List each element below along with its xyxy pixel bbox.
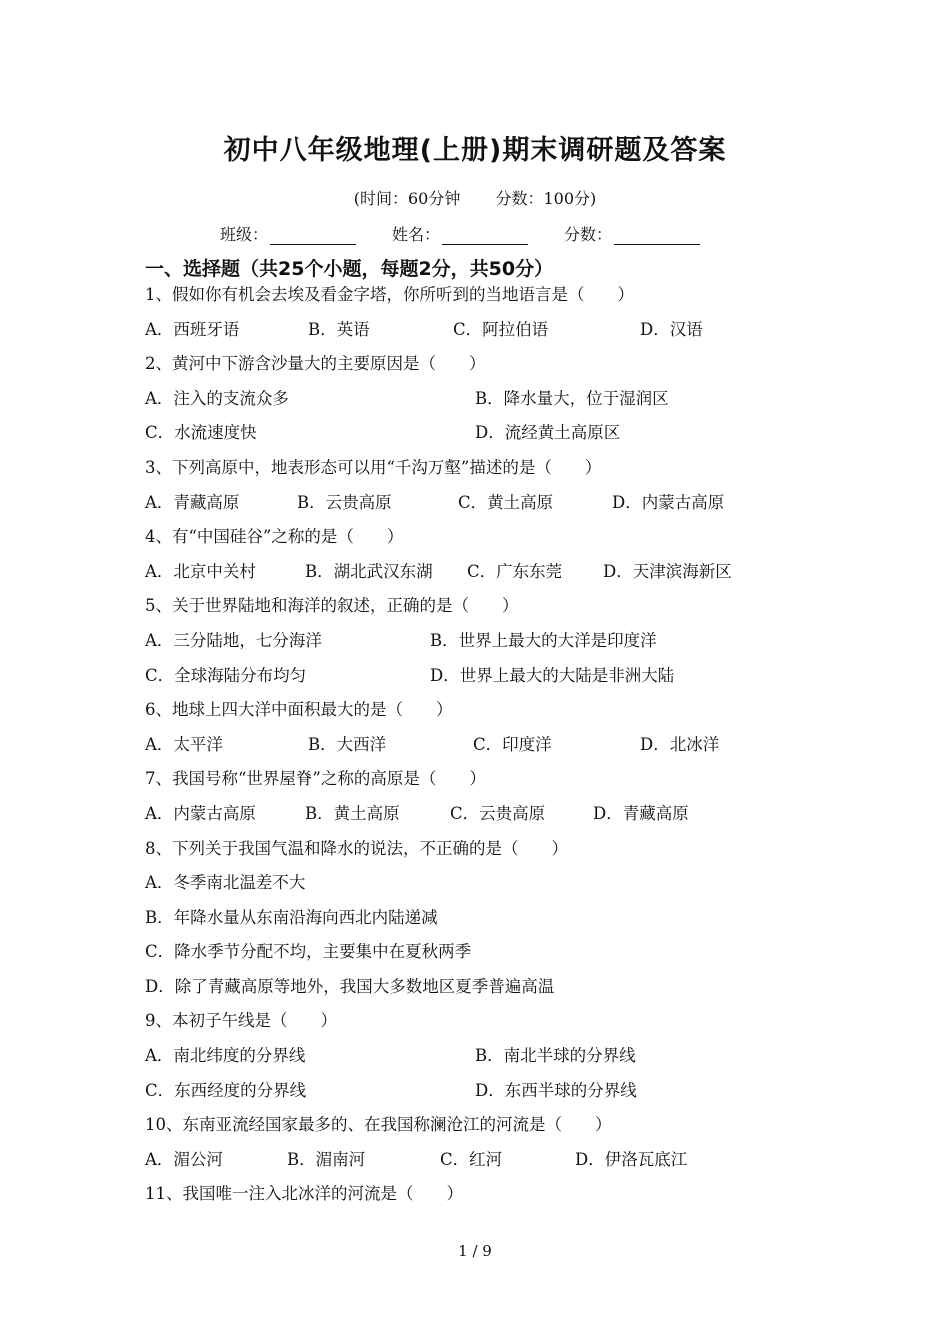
question-stem: 11、我国唯一注入北冰洋的河流是（ ）	[145, 1184, 463, 1204]
option-row	[145, 1143, 825, 1178]
option-row	[145, 935, 825, 970]
option-a: A．南北纬度的分界线	[145, 1046, 306, 1066]
option-a: C．水流速度快	[145, 423, 257, 443]
question-stem: 7、我国号称“世界屋脊”之称的高原是（ ）	[145, 769, 486, 789]
name-blank	[442, 228, 528, 245]
option-c: C．红河	[440, 1149, 503, 1169]
option-row	[145, 313, 825, 348]
page-number: 1 / 9	[458, 1242, 492, 1260]
question-stem: 6、地球上四大洋中面积最大的是（ ）	[145, 700, 453, 720]
option-a: A．三分陆地，七分海洋	[145, 630, 322, 650]
score-field	[564, 222, 700, 245]
question-stem: 10、东南亚流经国家最多的、在我国称澜沧江的河流是（ ）	[145, 1115, 612, 1135]
option-b: B．黄土高原	[305, 803, 400, 823]
option-a: C．降水季节分配不均，主要集中在夏秋两季	[145, 942, 472, 962]
option-d: D．内蒙古高原	[612, 492, 725, 512]
name-label: 姓名：	[392, 225, 441, 244]
option-a: A．湄公河	[145, 1149, 223, 1169]
question-stem: 9、本初子午线是（ ）	[145, 1011, 337, 1031]
option-a: A．冬季南北温差不大	[145, 873, 306, 893]
exam-time: (时间：60分钟	[353, 189, 461, 208]
option-a: A．北京中关村	[145, 561, 256, 581]
option-b: B．降水量大，位于湿润区	[475, 388, 669, 408]
option-d: D．汉语	[640, 319, 703, 339]
option-row	[145, 901, 825, 936]
option-b: B．英语	[308, 319, 370, 339]
option-c: C．阿拉伯语	[453, 319, 549, 339]
option-row	[145, 1039, 825, 1074]
option-b: B．大西洋	[308, 734, 387, 754]
option-row	[145, 624, 825, 659]
question-stem: 2、黄河中下游含沙量大的主要原因是（ ）	[145, 354, 486, 374]
option-b: B．湄南河	[287, 1149, 366, 1169]
option-row	[145, 382, 825, 417]
name-field	[392, 222, 528, 245]
option-row	[145, 970, 825, 1005]
option-row	[145, 555, 825, 590]
class-blank	[270, 228, 356, 245]
option-b: D．东西半球的分界线	[475, 1080, 637, 1100]
document-title: 初中八年级地理(上册)期末调研题及答案	[223, 135, 727, 166]
section-title: 一、选择题（共25个小题，每题2分，共50分）	[145, 258, 554, 280]
option-a: A．太平洋	[145, 734, 223, 754]
question-stem: 8、下列关于我国气温和降水的说法，不正确的是（ ）	[145, 838, 568, 858]
option-row	[145, 797, 825, 832]
option-b: D．流经黄土高原区	[475, 423, 621, 443]
option-c: C．黄土高原	[458, 492, 554, 512]
option-a: B．年降水量从东南沿海向西北内陆递减	[145, 907, 438, 927]
option-b: B．云贵高原	[297, 492, 392, 512]
option-b: B．世界上最大的大洋是印度洋	[430, 630, 657, 650]
question-stem: 4、有“中国硅谷”之称的是（ ）	[145, 527, 404, 547]
score-label: 分数：	[564, 225, 613, 244]
option-b: D．世界上最大的大陆是非洲大陆	[430, 665, 675, 685]
option-a: A．内蒙古高原	[145, 803, 256, 823]
option-row	[145, 1074, 825, 1109]
option-b: B．湖北武汉东湖	[305, 561, 433, 581]
question-stem: 5、关于世界陆地和海洋的叙述，正确的是（ ）	[145, 596, 519, 616]
option-d: D．北冰洋	[640, 734, 720, 754]
option-c: C．云贵高原	[450, 803, 546, 823]
option-d: D．青藏高原	[593, 803, 689, 823]
option-a: D．除了青藏高原等地外，我国大多数地区夏季普遍高温	[145, 976, 555, 996]
class-field	[220, 222, 356, 245]
option-c: C．印度洋	[473, 734, 552, 754]
question-stem: 1、假如你有机会去埃及看金字塔，你所听到的当地语言是（ ）	[145, 285, 634, 304]
option-row	[145, 486, 825, 521]
option-row	[145, 659, 825, 694]
option-a: A．青藏高原	[145, 492, 240, 512]
score-blank	[614, 228, 700, 245]
option-c: C．广东东莞	[467, 561, 563, 581]
option-d: D．天津滨海新区	[603, 561, 732, 581]
option-a: A．注入的支流众多	[145, 388, 289, 408]
exam-meta	[0, 186, 950, 209]
option-a: A．西班牙语	[145, 319, 240, 339]
student-info-fields	[220, 222, 780, 245]
option-a: C．东西经度的分界线	[145, 1080, 307, 1100]
option-row	[145, 728, 825, 763]
option-b: B．南北半球的分界线	[475, 1046, 636, 1066]
option-row	[145, 416, 825, 451]
class-label: 班级：	[220, 225, 269, 244]
question-stem: 3、下列高原中，地表形态可以用“千沟万壑”描述的是（ ）	[145, 457, 602, 477]
option-d: D．伊洛瓦底江	[575, 1149, 688, 1169]
question-list	[145, 278, 825, 1212]
option-row	[145, 866, 825, 901]
exam-score: 分数：100分)	[495, 189, 597, 208]
option-a: C．全球海陆分布均匀	[145, 665, 307, 685]
